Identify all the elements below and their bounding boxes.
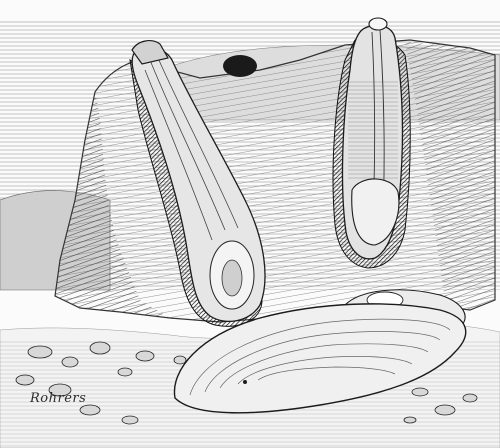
valve-spot	[243, 380, 247, 384]
engraver-signature: Rohrers	[30, 391, 87, 406]
dark-pebble	[223, 55, 257, 77]
right-shell-hinge	[369, 18, 387, 30]
left-shell-core	[222, 260, 242, 296]
right-shell-hatching	[348, 80, 398, 180]
